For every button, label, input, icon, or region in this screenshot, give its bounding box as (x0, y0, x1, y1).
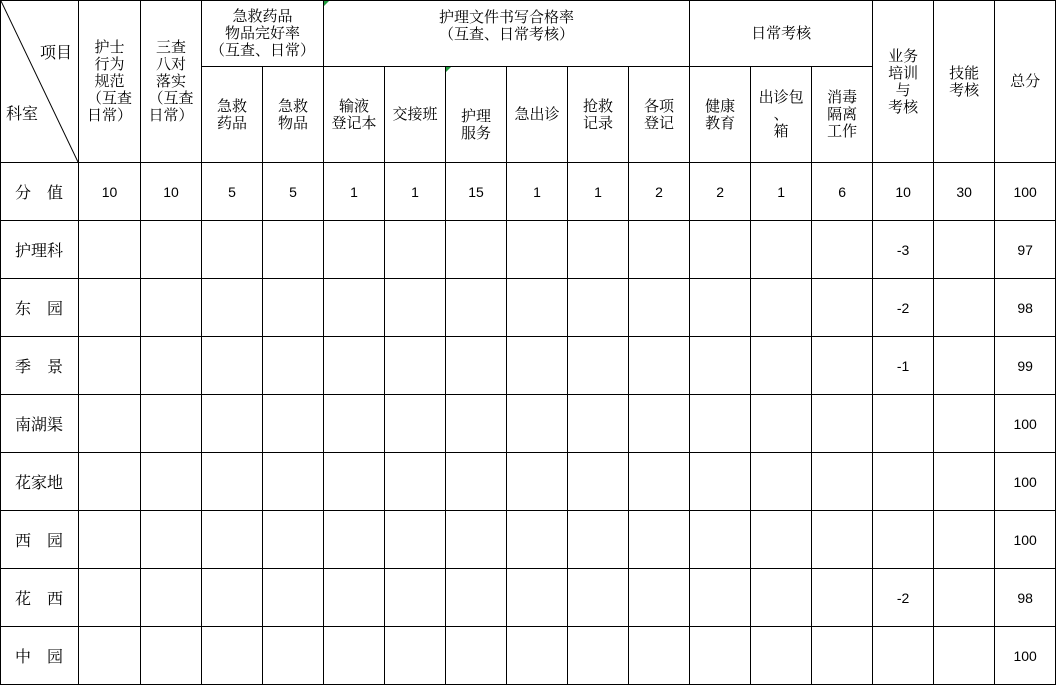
cell-outcall-kit[interactable] (751, 221, 812, 279)
cell-total-score[interactable]: 97 (995, 221, 1056, 279)
cell-three-checks[interactable] (141, 395, 202, 453)
cell-health-education[interactable] (690, 337, 751, 395)
cell-emergency-drugs[interactable] (202, 279, 263, 337)
cell-emergency-drugs[interactable] (202, 395, 263, 453)
header-group-daily-assessment[interactable]: 日常考核 (690, 1, 873, 67)
table-row (1, 453, 1056, 511)
row-label[interactable]: 花家地 (1, 453, 79, 511)
cell-disinfection-isolation[interactable] (812, 511, 873, 569)
cell-various-registers[interactable] (629, 569, 690, 627)
cell-skills-assessment[interactable] (934, 395, 995, 453)
cell-emergency-items[interactable] (263, 221, 324, 279)
cell-shift-handover[interactable] (385, 627, 446, 685)
cell-total-score[interactable]: 100 (995, 453, 1056, 511)
cell-nursing-service[interactable] (446, 627, 507, 685)
cell-various-registers[interactable]: 2 (629, 163, 690, 221)
cell-nurse-conduct[interactable] (79, 627, 141, 685)
cell-disinfection-isolation[interactable]: 6 (812, 163, 873, 221)
header-training-assessment[interactable]: 业务 培训 与 考核 (873, 1, 934, 163)
row-label[interactable]: 季 景 (1, 337, 79, 395)
cell-emergency-drugs[interactable] (202, 511, 263, 569)
cell-emergency-items[interactable]: 5 (263, 163, 324, 221)
cell-nursing-service[interactable] (446, 337, 507, 395)
cell-shift-handover[interactable] (385, 395, 446, 453)
subheader-nursing-service-label: 护理 服务 (461, 106, 492, 142)
cell-training-assessment[interactable] (873, 627, 934, 685)
cell-training-assessment[interactable]: -2 (873, 279, 934, 337)
cell-total-score[interactable]: 100 (995, 511, 1056, 569)
cell-total-score[interactable]: 100 (995, 395, 1056, 453)
row-label[interactable]: 花 西 (1, 569, 79, 627)
table-row (1, 337, 1056, 395)
cell-skills-assessment[interactable] (934, 221, 995, 279)
cell-disinfection-isolation[interactable] (812, 279, 873, 337)
cell-infusion-register[interactable] (324, 279, 385, 337)
cell-nurse-conduct[interactable] (79, 395, 141, 453)
table-row (1, 395, 1056, 453)
cell-nursing-service[interactable] (446, 569, 507, 627)
cell-emergency-items[interactable] (263, 395, 324, 453)
cell-training-assessment[interactable]: -3 (873, 221, 934, 279)
cell-three-checks[interactable] (141, 627, 202, 685)
cell-various-registers[interactable] (629, 453, 690, 511)
cell-outcall-kit[interactable] (751, 511, 812, 569)
cell-health-education[interactable] (690, 221, 751, 279)
corner-label-department: 科室 (6, 104, 39, 123)
cell-emergency-drugs[interactable] (202, 337, 263, 395)
cell-rescue-record[interactable] (568, 511, 629, 569)
cell-health-education[interactable] (690, 511, 751, 569)
header-row-groups (1, 1, 1056, 67)
cell-emergency-items[interactable] (263, 569, 324, 627)
cell-nurse-conduct[interactable] (79, 279, 141, 337)
cell-shift-handover[interactable]: 1 (385, 163, 446, 221)
error-indicator-icon (324, 1, 329, 6)
cell-shift-handover[interactable] (385, 569, 446, 627)
subheader-nursing-service[interactable] (446, 67, 507, 163)
cell-nursing-service[interactable] (446, 453, 507, 511)
cell-rescue-record[interactable] (568, 627, 629, 685)
cell-skills-assessment[interactable] (934, 279, 995, 337)
cell-nursing-service[interactable] (446, 395, 507, 453)
table-header (1, 1, 1056, 163)
cell-emergency-items[interactable] (263, 627, 324, 685)
cell-emergency-items[interactable] (263, 453, 324, 511)
cell-rescue-record[interactable] (568, 279, 629, 337)
cell-outcall-kit[interactable] (751, 569, 812, 627)
cell-training-assessment[interactable] (873, 511, 934, 569)
error-indicator-icon (446, 67, 451, 72)
cell-infusion-register[interactable] (324, 453, 385, 511)
cell-nursing-service[interactable]: 15 (446, 163, 507, 221)
cell-infusion-register[interactable] (324, 337, 385, 395)
cell-emergency-outcall[interactable] (507, 395, 568, 453)
cell-emergency-drugs[interactable] (202, 453, 263, 511)
cell-emergency-drugs[interactable] (202, 569, 263, 627)
cell-shift-handover[interactable] (385, 453, 446, 511)
cell-outcall-kit[interactable]: 1 (751, 163, 812, 221)
cell-training-assessment[interactable]: 10 (873, 163, 934, 221)
cell-training-assessment[interactable] (873, 395, 934, 453)
cell-skills-assessment[interactable] (934, 337, 995, 395)
subheader-emergency-drugs[interactable]: 急救 药品 (202, 67, 263, 163)
cell-health-education[interactable] (690, 279, 751, 337)
table-body (1, 163, 1056, 685)
cell-three-checks[interactable] (141, 221, 202, 279)
cell-disinfection-isolation[interactable] (812, 395, 873, 453)
cell-skills-assessment[interactable] (934, 627, 995, 685)
cell-emergency-outcall[interactable] (507, 221, 568, 279)
cell-emergency-outcall[interactable] (507, 627, 568, 685)
cell-rescue-record[interactable] (568, 337, 629, 395)
cell-total-score[interactable]: 98 (995, 279, 1056, 337)
header-group-nursing-documents-rate[interactable] (324, 1, 690, 67)
cell-emergency-outcall[interactable] (507, 569, 568, 627)
cell-infusion-register[interactable] (324, 221, 385, 279)
header-group-nursing-documents-label: 护理文件书写合格率 （互查、日常考核） (439, 8, 575, 43)
cell-shift-handover[interactable] (385, 279, 446, 337)
cell-emergency-items[interactable] (263, 337, 324, 395)
cell-disinfection-isolation[interactable] (812, 453, 873, 511)
cell-outcall-kit[interactable] (751, 395, 812, 453)
subheader-shift-handover[interactable]: 交接班 (385, 67, 446, 163)
row-label[interactable]: 中 园 (1, 627, 79, 685)
cell-various-registers[interactable] (629, 395, 690, 453)
header-three-checks[interactable]: 三查 八对 落实 （互查 日常） (141, 1, 202, 163)
cell-nursing-service[interactable] (446, 279, 507, 337)
cell-total-score[interactable]: 100 (995, 627, 1056, 685)
cell-disinfection-isolation[interactable] (812, 627, 873, 685)
corner-label-item: 项目 (39, 43, 72, 62)
cell-shift-handover[interactable] (385, 221, 446, 279)
header-skills-assessment[interactable]: 技能 考核 (934, 1, 995, 163)
cell-emergency-outcall[interactable]: 1 (507, 163, 568, 221)
table-row (1, 511, 1056, 569)
cell-various-registers[interactable] (629, 627, 690, 685)
cell-health-education[interactable] (690, 569, 751, 627)
cell-disinfection-isolation[interactable] (812, 337, 873, 395)
cell-disinfection-isolation[interactable] (812, 569, 873, 627)
row-label[interactable]: 分 值 (1, 163, 79, 221)
cell-nursing-service[interactable] (446, 511, 507, 569)
cell-skills-assessment[interactable] (934, 453, 995, 511)
cell-outcall-kit[interactable] (751, 453, 812, 511)
cell-three-checks[interactable] (141, 337, 202, 395)
cell-three-checks[interactable] (141, 569, 202, 627)
cell-total-score[interactable]: 99 (995, 337, 1056, 395)
cell-outcall-kit[interactable] (751, 337, 812, 395)
subheader-rescue-record[interactable]: 抢救 记录 (568, 67, 629, 163)
cell-nurse-conduct[interactable] (79, 337, 141, 395)
cell-shift-handover[interactable] (385, 511, 446, 569)
cell-rescue-record[interactable] (568, 221, 629, 279)
cell-various-registers[interactable] (629, 337, 690, 395)
subheader-emergency-outcall[interactable]: 急出诊 (507, 67, 568, 163)
header-group-emergency-supplies-rate[interactable]: 急救药品 物品完好率 （互查、日常） (202, 1, 324, 67)
cell-nurse-conduct[interactable] (79, 511, 141, 569)
cell-emergency-outcall[interactable] (507, 337, 568, 395)
subheader-outcall-kit[interactable]: 出诊包 、 箱 (751, 67, 812, 163)
cell-outcall-kit[interactable] (751, 627, 812, 685)
cell-emergency-outcall[interactable] (507, 279, 568, 337)
cell-outcall-kit[interactable] (751, 279, 812, 337)
cell-health-education[interactable] (690, 395, 751, 453)
diagonal-divider (1, 1, 78, 162)
cell-various-registers[interactable] (629, 279, 690, 337)
cell-total-score[interactable]: 98 (995, 569, 1056, 627)
cell-three-checks[interactable] (141, 453, 202, 511)
cell-emergency-items[interactable] (263, 279, 324, 337)
cell-training-assessment[interactable] (873, 453, 934, 511)
row-label[interactable]: 护理科 (1, 221, 79, 279)
table-row (1, 279, 1056, 337)
cell-infusion-register[interactable] (324, 569, 385, 627)
row-label[interactable]: 南湖渠 (1, 395, 79, 453)
cell-training-assessment[interactable]: -2 (873, 569, 934, 627)
cell-health-education[interactable] (690, 453, 751, 511)
cell-rescue-record[interactable] (568, 395, 629, 453)
subheader-infusion-register[interactable]: 输液 登记本 (324, 67, 385, 163)
cell-three-checks[interactable] (141, 279, 202, 337)
cell-total-score[interactable]: 100 (995, 163, 1056, 221)
cell-emergency-drugs[interactable]: 5 (202, 163, 263, 221)
score-weight-row (1, 163, 1056, 221)
cell-shift-handover[interactable] (385, 337, 446, 395)
cell-health-education[interactable] (690, 627, 751, 685)
row-label[interactable]: 东 园 (1, 279, 79, 337)
cell-three-checks[interactable]: 10 (141, 163, 202, 221)
cell-nurse-conduct[interactable] (79, 569, 141, 627)
cell-three-checks[interactable] (141, 511, 202, 569)
cell-infusion-register[interactable] (324, 627, 385, 685)
cell-various-registers[interactable] (629, 511, 690, 569)
table-row (1, 221, 1056, 279)
cell-rescue-record[interactable] (568, 453, 629, 511)
cell-training-assessment[interactable]: -1 (873, 337, 934, 395)
cell-nurse-conduct[interactable] (79, 453, 141, 511)
cell-health-education[interactable]: 2 (690, 163, 751, 221)
corner-header-cell[interactable] (1, 1, 79, 163)
cell-nurse-conduct[interactable] (79, 221, 141, 279)
cell-rescue-record[interactable]: 1 (568, 163, 629, 221)
cell-emergency-items[interactable] (263, 511, 324, 569)
header-nurse-conduct[interactable]: 护士 行为 规范 （互查 日常） (79, 1, 141, 163)
subheader-emergency-items[interactable]: 急救 物品 (263, 67, 324, 163)
cell-disinfection-isolation[interactable] (812, 221, 873, 279)
cell-infusion-register[interactable] (324, 395, 385, 453)
cell-skills-assessment[interactable] (934, 569, 995, 627)
cell-skills-assessment[interactable]: 30 (934, 163, 995, 221)
cell-rescue-record[interactable] (568, 569, 629, 627)
subheader-disinfection-isolation[interactable]: 消毒 隔离 工作 (812, 67, 873, 163)
row-label[interactable]: 西 园 (1, 511, 79, 569)
cell-infusion-register[interactable] (324, 511, 385, 569)
cell-emergency-drugs[interactable] (202, 221, 263, 279)
cell-nursing-service[interactable] (446, 221, 507, 279)
cell-nurse-conduct[interactable]: 10 (79, 163, 141, 221)
cell-infusion-register[interactable]: 1 (324, 163, 385, 221)
table-row (1, 627, 1056, 685)
cell-emergency-drugs[interactable] (202, 627, 263, 685)
cell-emergency-outcall[interactable] (507, 511, 568, 569)
subheader-health-education[interactable]: 健康 教育 (690, 67, 751, 163)
cell-skills-assessment[interactable] (934, 511, 995, 569)
header-total-score[interactable]: 总分 (995, 1, 1056, 163)
subheader-various-registers[interactable]: 各项 登记 (629, 67, 690, 163)
table-row (1, 569, 1056, 627)
cell-emergency-outcall[interactable] (507, 453, 568, 511)
cell-various-registers[interactable] (629, 221, 690, 279)
